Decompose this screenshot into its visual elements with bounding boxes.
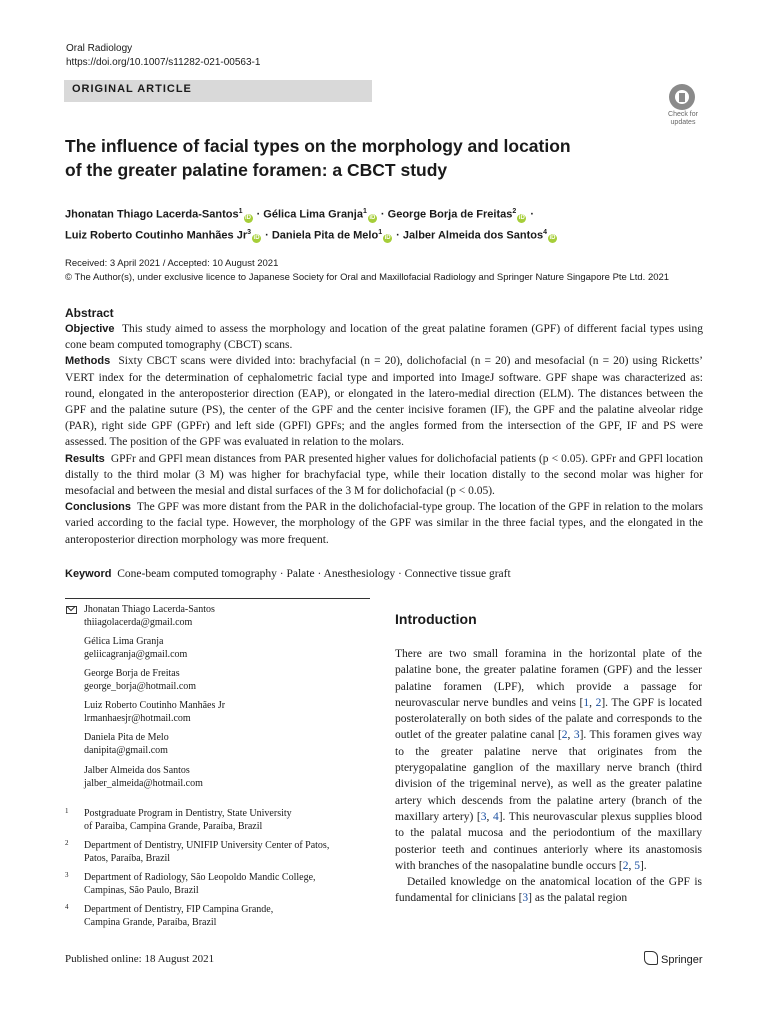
abstract-results bbox=[65, 451, 703, 500]
affiliation-number: 3 bbox=[65, 871, 69, 879]
corr-name: Jalber Almeida dos Santos bbox=[84, 765, 190, 776]
affiliation-number: 4 bbox=[65, 903, 69, 911]
objective-label: Objective bbox=[65, 323, 115, 335]
separator: · bbox=[380, 208, 385, 221]
orcid-icon[interactable]: iD bbox=[518, 214, 525, 221]
corr-author bbox=[84, 603, 215, 629]
corr-name: Jhonatan Thiago Lacerda-Santos bbox=[84, 604, 215, 615]
author-name[interactable]: George Borja de Freitas bbox=[387, 208, 513, 221]
affiliation-line: Patos, Paraíba, Brazil bbox=[84, 853, 171, 864]
introduction-heading: Introduction bbox=[395, 611, 477, 627]
intro-text: ]. This foramen gives way to the greater palatine nerve that originates from the pterygopalatine ganglion of the maxillary nerve branch (third division of the trigeminal nerve), as well as the greater palatine artery which descends from the palatine artery (branch of the maxillary artery) [ bbox=[395, 729, 702, 823]
springer-horse-icon bbox=[644, 951, 658, 965]
keyword-label: Keyword bbox=[65, 568, 112, 580]
corr-author bbox=[84, 699, 225, 725]
corr-email[interactable]: thiiagolacerda@gmail.com bbox=[84, 617, 193, 628]
copyright-notice: © The Author(s), under exclusive licence to Japanese Society for Oral and Maxillofacial Radiology and Springer Nature Singapore Pte Ltd. 2021 bbox=[65, 272, 670, 283]
abstract-body bbox=[65, 321, 703, 548]
corr-name: Luiz Roberto Coutinho Manhães Jr bbox=[84, 700, 226, 711]
article-title bbox=[65, 134, 665, 182]
corr-name: Gélica Lima Granja bbox=[84, 636, 164, 647]
check-updates-label-1: Check for bbox=[668, 111, 698, 118]
abstract-conclusions bbox=[65, 499, 703, 548]
affiliation-marker: 4 bbox=[543, 228, 548, 236]
citation-link[interactable]: 2 bbox=[561, 729, 568, 742]
corr-author bbox=[84, 635, 187, 661]
author-name[interactable]: Daniela Pita de Melo bbox=[271, 229, 379, 242]
corr-email[interactable]: george_borja@hotmail.com bbox=[84, 681, 197, 692]
affiliation-line: Postgraduate Program in Dentistry, State University bbox=[84, 808, 292, 819]
author-list bbox=[65, 203, 705, 244]
separator: · bbox=[256, 208, 261, 221]
separator: · bbox=[265, 229, 269, 242]
author-name[interactable]: Gélica Lima Granja bbox=[263, 208, 363, 221]
affiliation-line: Department of Radiology, São Leopoldo Mandic College, bbox=[84, 872, 316, 883]
affiliation-line: Department of Dentistry, FIP Campina Grande, bbox=[84, 904, 274, 915]
title-line-1: The influence of facial types on the morphology and location bbox=[65, 136, 571, 156]
abstract-methods bbox=[65, 353, 703, 450]
affiliation-number: 1 bbox=[65, 807, 69, 815]
doi-link[interactable]: https://doi.org/10.1007/s11282-021-00563-1 bbox=[66, 57, 261, 68]
affiliation-line: of Paraiba, Campina Grande, Paraíba, Brazil bbox=[84, 821, 263, 832]
intro-text: ]. bbox=[639, 859, 647, 872]
affiliation-marker: 1 bbox=[362, 208, 367, 215]
affiliation-number: 2 bbox=[65, 839, 69, 847]
citation-link[interactable]: 2 bbox=[595, 696, 602, 709]
footnote-divider bbox=[65, 598, 370, 599]
check-updates-label-2: updates bbox=[670, 119, 696, 126]
objective-text: This study aimed to assess the morphology and location of the great palatine foramen (GPF) of different facial types using cone beam computed tomography (CBCT) scans. bbox=[65, 323, 704, 352]
introduction-body bbox=[395, 646, 702, 907]
corr-email[interactable]: geliicagranja@gmail.com bbox=[84, 649, 188, 660]
corr-name: George Borja de Freitas bbox=[84, 668, 180, 679]
citation-link[interactable]: 3 bbox=[522, 892, 529, 905]
intro-text: ]. This neurovascular plexus supplies blood to the palatal mucosa and the periodontium of the maxillary posterior teeth and continues anteriorly where its anastomosis with branches of the nasopalatine bundle occurs [ bbox=[395, 810, 703, 872]
corr-email[interactable]: danipita@gmail.com bbox=[84, 745, 168, 756]
check-for-updates-button[interactable] bbox=[661, 84, 705, 128]
orcid-icon[interactable]: iD bbox=[369, 214, 376, 221]
citation-sep: , bbox=[589, 696, 596, 709]
author-name[interactable]: Jhonatan Thiago Lacerda-Santos bbox=[65, 208, 239, 221]
orcid-icon[interactable]: iD bbox=[549, 235, 556, 242]
author-line-2 bbox=[65, 224, 705, 245]
received-accepted-dates: Received: 3 April 2021 / Accepted: 10 August 2021 bbox=[65, 258, 279, 269]
methods-text: Sixty CBCT scans were divided into: brachyfacial (n = 20), dolichofacial (n = 20) and mesofacial (n = 20) using Ricketts’ VERT index for the determination of cephalometric facial type and imported into ImageJ software. GPF shape was characterized as: round, elongated in the anteroposterior direction (EAP), or elongated in the latero-medial direction (ELM). The distances between the GPF and the palatine suture (PS), the center of the GPF and the center incisive foramen (IF), the GPF and the palatine alveolar ridge (PAR), right side GPF (GPFr) and left side (GPFl) GPFs; and the angles formed from the intersection of the GPF, IF and PS were assessed. The position of the GPF was evaluated in relation to the molars. bbox=[65, 355, 703, 449]
orcid-icon[interactable]: iD bbox=[384, 235, 391, 242]
envelope-icon bbox=[66, 606, 77, 614]
springer-logo bbox=[644, 951, 703, 966]
corr-name: Daniela Pita de Melo bbox=[84, 732, 169, 743]
affiliation-marker: 2 bbox=[512, 208, 517, 215]
check-updates-icon bbox=[669, 84, 695, 110]
author-name[interactable]: Jalber Almeida dos Santos bbox=[402, 229, 544, 242]
results-label: Results bbox=[65, 452, 105, 465]
title-line-2: of the greater palatine foramen: a CBCT study bbox=[65, 160, 448, 180]
keywords bbox=[65, 566, 511, 582]
intro-text: ] as the palatal region bbox=[528, 892, 628, 905]
intro-text: There are two small foramina in the horizontal plate of the palatine bone, the greater palatine foramen (GPF) and the lesser palatine foramen (LPF), which provide a passage for neurovascular nerve bundles and veins [ bbox=[395, 648, 702, 709]
affiliation-marker: 1 bbox=[238, 208, 243, 215]
separator: · bbox=[396, 229, 400, 242]
author-line-1 bbox=[65, 203, 705, 224]
corr-email[interactable]: lrmanhaesjr@hotmail.com bbox=[84, 713, 191, 724]
conclusions-text: The GPF was more distant from the PAR in the dolichofacial-type group. The location of the GPF in relation to the molars varied according to the facial type. However, the morphology of the GPF was similar in the three facial types, and the elongated in the anteroposterior direction morphology was more frequent. bbox=[65, 501, 704, 546]
citation-sep: , bbox=[628, 859, 635, 872]
keyword-text: Cone-beam computed tomography · Palate · Anesthesiology · Connective tissue graft bbox=[117, 568, 511, 580]
separator: · bbox=[530, 208, 535, 221]
citation-link[interactable]: 2 bbox=[622, 859, 629, 872]
citation-sep: , bbox=[486, 810, 493, 823]
intro-text: ]. The GPF is located posterolaterally on both sides of the palate and corresponds to the outlet of the greater palatine canal [ bbox=[395, 696, 702, 742]
citation-link[interactable]: 3 bbox=[573, 729, 580, 742]
intro-paragraph-2 bbox=[395, 874, 702, 907]
corr-author bbox=[84, 764, 203, 790]
results-text: GPFr and GPFl mean distances from PAR presented higher values for dolichofacial patients (p < 0.05). GPFr and GPFl location distally to the third molar (3 M) was higher for brachyfacial type, while their location distally to the second molar was higher for mesofacial and between the mesial and distal surfaces of the 3 M for dolichofacial (p < 0.05). bbox=[65, 452, 703, 498]
article-type-band bbox=[64, 80, 372, 102]
journal-name: Oral Radiology bbox=[66, 43, 133, 54]
intro-text: Detailed knowledge on the anatomical location of the GPF is fundamental for clinicians [ bbox=[395, 876, 702, 905]
orcid-icon[interactable]: iD bbox=[253, 235, 260, 242]
citation-link[interactable]: 4 bbox=[492, 810, 499, 823]
orcid-icon[interactable]: iD bbox=[245, 214, 251, 221]
affiliation-line: Campinas, São Paulo, Brazil bbox=[84, 885, 199, 896]
affiliation-marker: 3 bbox=[247, 228, 252, 236]
corr-author bbox=[84, 667, 196, 693]
citation-link[interactable]: 1 bbox=[583, 696, 590, 709]
citation-link[interactable]: 5 bbox=[634, 859, 640, 872]
publisher-name: Springer bbox=[661, 954, 703, 966]
abstract-heading: Abstract bbox=[65, 306, 114, 320]
intro-paragraph-1 bbox=[395, 646, 702, 874]
corr-author bbox=[84, 731, 169, 757]
published-date: Published online: 18 August 2021 bbox=[65, 953, 215, 965]
author-name[interactable]: Luiz Roberto Coutinho Manhães Jr bbox=[65, 229, 248, 242]
conclusions-label: Conclusions bbox=[65, 501, 132, 514]
methods-label: Methods bbox=[65, 355, 111, 368]
corr-email[interactable]: jalber_almeida@hotmail.com bbox=[84, 778, 203, 789]
affiliation-marker: 1 bbox=[378, 228, 383, 236]
abstract-objective bbox=[65, 321, 703, 353]
affiliation-line: Campina Grande, Paraíba, Brazil bbox=[84, 917, 217, 928]
article-type-label: ORIGINAL ARTICLE bbox=[72, 83, 192, 95]
citation-sep: , bbox=[567, 729, 574, 742]
citation-link[interactable]: 3 bbox=[480, 810, 487, 823]
affiliation-line: Department of Dentistry, UNIFIP University Center of Patos, bbox=[84, 840, 330, 851]
